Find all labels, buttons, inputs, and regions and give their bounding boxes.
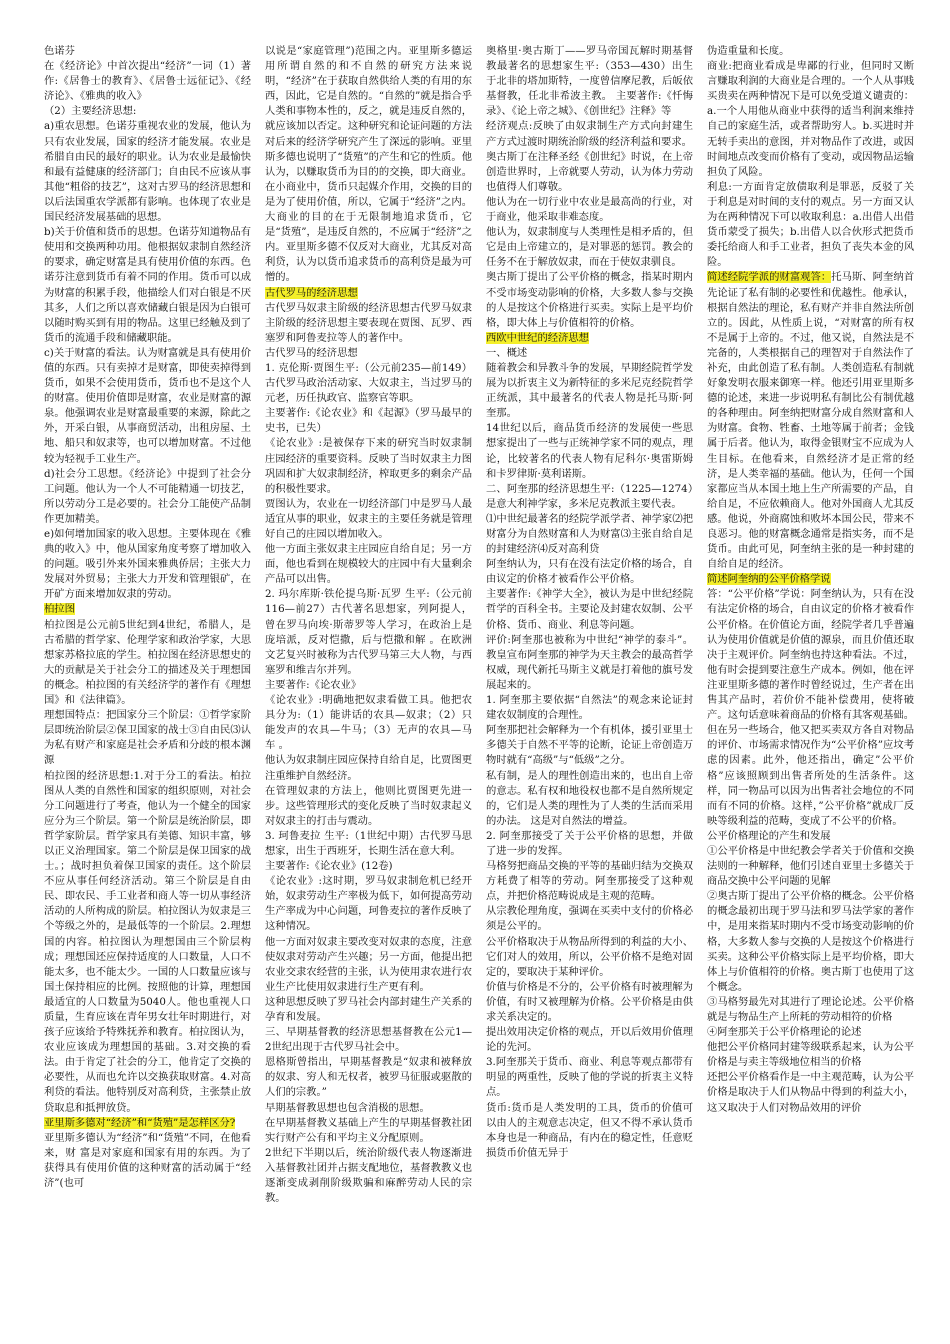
paragraph: 《论农业》:这时期，罗马奴隶制危机已经开始，奴隶劳动生产率极为低下，如何提高劳动生产率成为中心问题，珂鲁麦拉的著作反映了这种情况。 [265, 875, 472, 933]
paragraph: 主要著作:《论农业》(12卷) [265, 860, 393, 873]
paragraph: 他一方面对奴隶主要改变对奴隶的态度，注意使奴隶对劳动产生兴趣；另一方面，他提出把农业交隶农经营的主张，认为使用隶农进行农业生产比使用奴隶进行生产更有利。 [265, 935, 472, 993]
paragraph: 二、阿奎那的经济思想生平:（1225—1274）是意大利神学家，多米尼克教派主要代表。 [486, 482, 693, 510]
paragraph: 《论农业》:明确地把奴隶看做工具。他把农具分为:（1）能讲话的农具—奴隶；（2）只能发声的农具—牛马；（3）无声的农具—马车 。 [265, 694, 472, 752]
paragraph: 还把公平价格看作是一中主观范畴，认为公平价格是取决于人们从物品中得到的利益大小，这又取决于人们对物品效用的评价 [707, 1071, 914, 1114]
highlighted-heading: 古代罗马的经济思想 [265, 286, 358, 299]
paragraph: 2世纪下半期以后，统治阶级代表人物逐渐进入基督教社团并占据支配地位，基督教教义也逐渐变成剥削阶级欺骗和麻醉劳动人民的宗教。 [265, 1146, 472, 1205]
paragraph: 公平价格理论的产生和发展 [707, 829, 831, 842]
paragraph: 主要著作:《论农业》和《起源》（罗马最早的史书，已失） [265, 407, 472, 435]
paragraph: 评价:阿奎那也被称为中世纪“神学的泰斗”。教皇宣布阿奎那的神学为天主教会的最高哲学权威，现代新托马斯主义就是打着他的旗号发展起来的。 [486, 633, 693, 691]
highlighted-heading: 简述阿奎纳的公平价格学说 [707, 573, 831, 586]
paragraph: a)重农思想。色诺芬重视农业的发展，他认为只有农业发展，国家的经济才能发展。农业是希腊自由民的最好的职业。认为农业是最愉快和最有益健康的经济部门；自由民不应该从事其他“粗俗的技艺”，这对古罗马的经济思想和以后法国重农学派都有影响。也体现了农业是国民经济发展基础的思想。 [44, 120, 251, 224]
paragraph: 3. 珂鲁麦拉 生平:（1世纪中期）古代罗马思想家，出生于西班牙，长期生活在意大利。 [265, 829, 472, 857]
section-heading [486, 331, 693, 346]
highlighted-heading: 西欧中世纪的经济思想 [486, 331, 589, 344]
paragraph: 他认为在一切行业中农业是最高尚的行业，对于商业，他采取非难态度。 [486, 195, 693, 224]
paragraph: 1. 阿奎那主要依据“自然法”的观念来论证封建农奴制度的合理性。 [486, 694, 693, 722]
paragraph: ③马格努最先对其进行了理论论述。公平价格就是与物品生产上所耗的劳动相符的价格 [707, 995, 914, 1023]
paragraph: 恩格斯曾指出，早期基督教是“奴隶和被释放的奴隶、穷人和无权者，被罗马征服或驱散的人们的宗教。” [265, 1056, 472, 1099]
paragraph: 阿奎那把社会解释为一个有机体，援引亚里士多德关于自然不平等的论断，论证上帝创造万物时就有“高级”与“低级”之分。 [486, 724, 693, 767]
paragraph: 古代罗马的经济思想 [265, 346, 358, 359]
paragraph: 随着教会和异教斗争的发展，早期经院哲学发展为以折衷主义为新特征的多米尼克经院哲学正统派，其中最著名的代表人物是托马斯·阿奎那。 [486, 361, 693, 420]
paragraph: b)关于价值和货币的思想。色诺芬知道物品有使用和交换两种功用。他根据奴隶制自然经济的要求，确定财富是具有使用价值的东西。色诺芬注意到货币有着不同的作用。货币可以成为财富的积累手段，他描绘人们对白银是不厌其多，人们之所以喜欢储藏白银是因为白银可以随时购买到有用的物品。这里已经触及到了货币的流通手段和储藏职能。 [44, 226, 251, 344]
paragraph: 商业:把商业看成是卑鄙的行业，但同时又断言赚取利润的大商业是合理的。一个人从事贱买贵卖在两种情况下是可以免受道义谴责的：a.一个人用他从商业中获得的适当利润来维持自己的家庭生活，或者帮助穷人。b.买进时并无转手卖出的意图，并对物品作了改进，或因时间地点改变而价格有了变动，或因物品运输担负了风险。 [707, 60, 914, 178]
paragraph: c)关于财富的看法。认为财富就是具有使用价值的东西。只有卖掉才是财富，即使卖掉得到货币，如果不会使用货币，货币也不是这个人的财富。使用价值即是财富，农业是财富的源泉。他强调农业是财富最重要的来源，除此之外，开采白银，从事商贸活动，出租房屋、土地、船只和奴隶等，也可以增加财富。不过他较为轻视手工业生产。 [44, 346, 251, 465]
section-heading [265, 286, 472, 301]
text-column-1 [44, 44, 251, 1300]
paragraph: 伪造重量和长度。 [707, 45, 790, 57]
document-page [44, 44, 914, 1300]
text-column-3 [486, 44, 693, 1300]
paragraph: 在管理奴隶的方法上，他则比贾图更先进一步。这些管理形式的变化反映了当时奴隶起义对奴隶主的打击与震动。 [265, 784, 472, 827]
paragraph: ④阿奎那关于公平价格理论的论述 [707, 1026, 862, 1039]
paragraph: 以说是“家庭管理”)范围之内。亚里斯多德运用所谓自然的和不自然的研究方法来说明，“经济”在于获取自然供给人类的有用的东西，因此，它是自然的。“自然的”就是指合乎人类和事物本性的，反之，就是违反自然的，就应该加以否定。这种研究和论证问题的方法对后来的经济学研究产生了深远的影响。亚里斯多德也说明了“货殖”的产生和它的性质。他认为，以赚取货币为目的的交换，即大商业。在小商业中，货币只起媒介作用，交换的目的是为了使用价值，所以，它属于“经济”之内。大商业的目的在于无限制地追求货币，它是“货殖”，是违反自然的，不应属于“经济”之内。亚里斯多德不仅反对大商业，尤其反对高利贷，认为以货币追求货币的高利贷是最为可憎的。 [265, 45, 472, 284]
paragraph: 奥古斯丁在注释圣经《创世纪》时说，在上帝创造世界时，上帝就要人劳动，认为体力劳动也值得人们尊敬。 [486, 150, 693, 193]
highlighted-heading: 柏拉图 [44, 603, 75, 616]
paragraph: e)如何增加国家的收入思想。主要体现在《雅典的收入》中，他从国家角度考察了增加收入的问题。吸引外来外国来雅典侨居；主张大力发展对外贸易；主张大力开发和管理银矿，在开矿方面来增加奴隶的劳动。 [44, 528, 251, 601]
paragraph: 2. 阿奎那接受了关于公平价格的思想，并做了进一步的发挥。 [486, 829, 693, 857]
paragraph: 早期基督教思想也包含消极的思想。 [265, 1101, 430, 1114]
highlighted-heading: 亚里斯多德对“经济”和“货殖”是怎样区分? [44, 1116, 236, 1129]
paragraph: 公平价格取决于从物品所得到的利益的大小、它们对人的效用，所以，公平价格不是绝对固定的，要取决于某种评价。 [486, 935, 693, 978]
text-column-2 [265, 44, 472, 1300]
paragraph: 在早期基督教义基础上产生的早期基督教社团实行财产公有和平均主义分配原则。 [265, 1116, 472, 1144]
paragraph: 贾图认为，农业在一切经济部门中是罗马人最适宜从事的职业，奴隶主的主要任务就是管理好自己的庄园以增加收入。 [265, 497, 472, 540]
paragraph: 《论农业》:是被保存下来的研究当时奴隶制庄园经济的重要资料。反映了当时奴隶主力图巩固和扩大奴隶制经济，榨取更多的剩余产品的积极性要求。 [265, 437, 472, 495]
paragraph: 他认为奴隶制庄园应保持自给自足，比贾图更注重维护自然经济。 [265, 754, 472, 782]
paragraph: （2）主要经济思想: [44, 105, 137, 118]
section-heading [44, 1116, 251, 1131]
paragraph: 经济观点:反映了由奴隶制生产方式向封建生产方式过渡时期统治阶级的经济利益和要求。 [486, 120, 693, 148]
paragraph: 他把公平价格同封建等级联系起来，认为公平价格是与卖主等级地位相当的价格 [707, 1041, 914, 1069]
paragraph: 三、早期基督教的经济思想基督教在公元1—2世纪出现于古代罗马社会中。 [265, 1026, 472, 1054]
highlighted-heading: 简述经院学派的财富观答： [707, 271, 832, 284]
paragraph: 色诺芬 [44, 45, 75, 57]
paragraph: 货币:货币是人类发明的工具，货币的价值可以由人的主观意志决定，但又不得不承认货币本身也是一种商品，有内在的稳定性，任意贬损货币价值无异于 [486, 1101, 693, 1159]
paragraph: 柏拉图的经济思想:1.对于分工的看法。柏拉图从人类的自然性和国家的组织原则，对社会分工问题进行了考查，他认为一个健全的国家应分为三个阶层。第一个阶层是统治阶层，即哲学家阶层。哲学家具有美德、知识丰富，够以正义治理国家。第二个阶层是保卫国家的战士。；战时担负着保卫国家的责任。这个阶层不应从事任何经济活动。第三个阶层是自由民、即农民、手工业者和商人等一切从事经济活动的人所构成的阶层。柏拉图认为奴隶是三个等级之外的，是最低等的一个阶层。2.理想国的内容。柏拉图认为理想国由三个阶层构成；理想国还应保持适度的人口数量，人口不能太多，也不能太少。一国的人口数量应该与国土保持相应的比例。按照他的计算，理想国最适宜的人口数量为5040人。他也重视人口质量，生育应该在青年男女壮年时期进行，对孩子应该给予特殊抚养和教育。柏拉图认为，农业应该成为理想国的基础。3.对交换的看法。由于肯定了社会的分工，他肯定了交换的必要性，从而也允许以交换获取财富。4.对高利贷的看法。他特别反对高利贷，主张禁止放贷取息和抵押放贷。 [44, 769, 251, 1114]
paragraph: 提出效用决定价格的观点，开以后效用价值理论的先河。 [486, 1026, 693, 1054]
section-heading [44, 602, 251, 617]
paragraph-text: 托马斯、阿奎纳首先论证了私有制的必要性和优越性。他承认，根据自然法的理论，私有财产并非自然法所创立的。因此，从性质上说，“对财富的所有权不是属于上帝的。不过，他又说，自然法是不完备的，人类根据自己的理智对于自然法作了补充，由此创造了私有制。人类创造私有制就好象发明衣服来御寒一样。他还引用亚里斯多德的论述，来进一步说明私有制比公有制优越的各种理由。阿奎纳把财富分成自然财富和人为财富。食物、牲畜、土地等属于前者；金钱属于后者。他认为，取得金银财宝不应成为人生目标。在他看来，自然经济才是正常的经济，是人类幸福的基础。他认为，任何一个国家都应当从本国土地上生产所需要的产品，自给自足，不应依赖商人。他对外国商人尤其反感。他说，外商腐蚀和败坏本国公民，带来不良恶习。他的财富概念通常是指实务，而不是货币。由此可见，阿奎纳主张的是一种封建的自给自足的经济。 [707, 271, 914, 571]
paragraph: 14世纪以后，商品货币经济的发展使一些思想家提出了一些与正统神学家不同的观点，理论，比较著名的代表人物有尼科尔·奥雷斯姆和卡罗律斯·莫利诺斯。 [486, 422, 693, 480]
paragraph: 私有制，是人的理性创造出来的，也出自上帝的意志。私有权和地役权也都不是自然所规定的，它们是人类的理性为了人类的生活而采用的办法。 这是对自然法的增益。 [486, 769, 693, 827]
paragraph: 理想国特点：把国家分三个阶层：①哲学家阶层即统治阶层②保卫国家的战士③自由民⑶认为私有财产和家庭是社会矛盾和分歧的根本渊源 [44, 709, 251, 767]
paragraph: 价值与价格是不分的，公平价格有时被理解为价值，有时又被理解为价格。公平价格是由供求关系决定的。 [486, 980, 693, 1023]
paragraph: 亚里斯多德认为“经济”和“货殖”不同，在他看来，财 富是对家庭和国家有用的东西。为了获得具有使用价值的这种财富的活动属于“经济”(也可 [44, 1131, 251, 1190]
paragraph: 古代罗马奴隶主阶级的经济思想古代罗马奴隶主阶级的经济思想主要表现在贾图、瓦罗、西塞罗和阿鲁麦拉等人的著作中。 [265, 301, 472, 344]
paragraph: 利息:一方面肯定放债取利是罪恶，反驳了关于利息是对时间的支付的观点。另一方面又认为在两种情况下可以收取利息：a.出借人出借货币蒙受了损失；b.出借人以合伙形式把货币委托给商人和手工业者，担负了丧失本金的风险。 [707, 180, 914, 269]
paragraph: 一、概述 [486, 346, 528, 359]
paragraph: 主要著作:《论农业》 [265, 678, 362, 691]
paragraph: 奥格里·奥古斯丁——罗马帝国瓦解时期基督教最著名的思想家生平:（353—430）出生于北非的塔加斯特，一度曾信摩尼教，后皈依基督教，任北非希波主教。 主要著作:《忏悔录》、《论上帝之城》、《创世纪》注释》等 [486, 45, 693, 118]
paragraph: 在《经济论》中首次提出“经济”一词（1）著作:《居鲁士的教育》、《居鲁士远征记》、《经济论》、《雅典的收入》 [44, 60, 251, 103]
paragraph: 柏拉图是公元前5世纪到4世纪，希腊人，是古希腊的哲学家、伦理学家和政治学家，大思想家苏格拉底的学生。柏拉图在经济思想史的大的贡献是关于社会分工的描述及关于理想国的概念。柏拉图的有关经济学的著作有《理想国》和《法律篇》。 [44, 618, 251, 707]
paragraph: ②奥古斯丁提出了公平价格的概念。公平价格的概念最初出现于罗马法和罗马法学家的著作中，是用来指某时期内不受市场变动影响的价格，大多数人参与交换的人是按这个价格进行买卖。这种公平价格实际上是平均价格，即大体上与价值相符的价格。奥古斯丁也使用了这个概念。 [707, 890, 914, 993]
paragraph: 他一方面主张奴隶主庄园应自给自足；另一方面，他也看到在规模较大的庄园中有大量剩余产品可以出售。 [265, 543, 472, 586]
paragraph: 答：“公平价格”学说：阿奎纳认为，只有在没有法定价格的场合，自由议定的价格才被看作公平价格。在价值论方面，经院学者几乎普遍认为使用价值就是价值的源泉，而且价值还取决于主观评价。阿奎纳也持这种看法。不过，他有时会提到要注意生产成本。例如，他在评注亚里斯多德的著作时曾经说过，生产者在出售其产品时，若价价不能补偿费用，使将破产。这句话意味着商品的价格有其客观基础。但在另一些场合，他又把买卖双方各自对物品的评价、市场需求情况作为“公平价格”应坟考虑的因素。此外，他还指出，确定”公平价格”应该照顾到出售者所处的生活条件。这样，同一物品可以因为出售者社会地位的不同而有不同的价格。这样，”公平价格”就成厂反映等级利益的范畴，变成了不公平的价格。 [707, 588, 914, 827]
paragraph: d)社会分工思想。《经济论》中提到了社会分工问题。他认为一个人不可能精通一切技艺，所以劳动分工是必要的。社会分工能使产品制作更加精美。 [44, 467, 251, 525]
section-heading [707, 572, 914, 587]
paragraph: 主要著作:《神学大全》，被认为是中世纪经院哲学的百科全书。主要论及封建农奴制、公平价格、货币、商业、利息等问题。 [486, 588, 693, 631]
paragraph: 他认为，奴隶制度与人类理性是相矛盾的，但它是由上帝建立的，是对罪恶的惩罚。教会的任务不在于解放奴隶，而在于使奴隶驯良。 [486, 226, 693, 269]
paragraph: ⑴中世纪最著名的经院学派学者、神学家⑵把财富分为自然财富和人为财富⑶主张自给自足的封建经济⑷反对高利贷 [486, 512, 693, 556]
paragraph: 马格努把商品交换的平等的基础归结为交换双方耗费了相等的劳动。阿奎那接受了这种观点，并把价格范畴说成是主观的范畴。 [486, 860, 693, 903]
paragraph: 这种思想反映了罗马社会内部封建生产关系的孕育和发展。 [265, 995, 472, 1023]
paragraph: 从宗教伦理角度，强调在买卖中支付的价格必须是公平的。 [486, 905, 693, 933]
paragraph: 3.阿奎那关于货币、商业、利息等观点都带有明显的两重性，反映了他的学说的折衷主义特点。 [486, 1056, 693, 1099]
paragraph: 阿奎纳认为，只有在没有法定价格的场合，自由议定的价格才被看作公平价格。 [486, 558, 693, 586]
text-column-4 [707, 44, 914, 1300]
paragraph: 1. 克伦斯·贾图生平:（公元前235—前149）古代罗马政治活动家、大奴隶主，当过罗马的元老，历任执政官、监察官等职。 [265, 361, 472, 405]
paragraph: 2. 玛尔库斯·铁伦提乌斯·瓦罗 生平:（公元前116—前27）古代著名思想家，列阿提人，曾在罗马向埃·斯蒂罗等人学习，在政治上是庞培派，反对恺撒，后与恺撒和解 。在欧洲文艺复兴时被称为古代罗马第三大人物，与西塞罗和维吉尔并列。 [265, 588, 472, 676]
paragraph: ①公平价格是中世纪教会学者关于价值和交换法则的一种解释，他们引述自亚里士多德关于商品交换中公平问题的见解 [707, 844, 914, 888]
paragraph: 奥古斯丁提出了公平价格的概念，指某时期内不受市场变动影响的价格，大多数人参与交换的人是按这个价格进行买卖。实际上是平均价格，即大体上与价值相符的价格。 [486, 271, 693, 329]
section-heading [707, 270, 914, 572]
